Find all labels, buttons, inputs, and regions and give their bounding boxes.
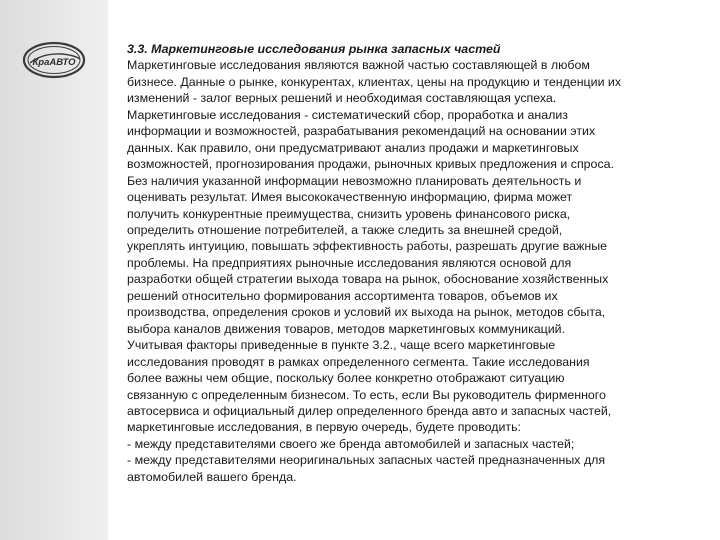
text-line: выбора каналов движения товаров, методов маркетинговых коммуникаций. [127,321,566,336]
text-line: более важны чем общие, поскольку более конкретно отображают ситуацию [127,371,565,386]
text-line: связанную с определенным бизнесом. То есть, если Вы руководитель фирменного [127,387,606,402]
text-line: оценивать результат. Имея высококачественную информацию, фирма может [127,190,573,205]
text-line: Маркетинговые исследования - систематический сбор, проработка и анализ [127,107,568,122]
text-line: - между представителями своего же бренда автомобилей и запасных частей; [127,436,575,451]
text-line: возможностей, прогнозирования продажи, рыночных кривых предложения и спроса. [127,157,614,172]
text-line: информации и возможностей, разрабатывания рекомендаций на основании этих [127,124,596,139]
logo-text: КраАВТО [32,57,76,68]
text-line: Маркетинговые исследования являются важной частью составляющей в любом [127,58,590,73]
section-heading: 3.3. Маркетинговые исследования рынка запасных частей [127,42,501,56]
text-line: определить отношение потребителей, а также следить за внешней средой, [127,222,563,237]
text-line: Без наличия указанной информации невозможно планировать деятельность и [127,173,582,188]
left-side-band [0,0,108,540]
text-line: данных. Как правило, они предусматривают анализ продажи и маркетинговых [127,140,579,155]
text-line: решений относительно формирования ассортимента товаров, объемов их [127,288,558,303]
text-line: изменений - залог верных решений и необходимая составляющая успеха. [127,91,557,106]
text-line: Учитывая факторы приведенные в пункте 3.2., чаще всего маркетинговые [127,338,556,353]
document-body [127,41,702,485]
text-line: - между представителями неоригинальных запасных частей предназначенных для [127,453,606,468]
text-line: получить конкурентные преимущества, снизить уровень финансового риска, [127,206,571,221]
text-line: производства, определения сроков и условий их выхода на рынок, методов сбыта, [127,305,606,320]
text-line: автомобилей вашего бренда. [127,469,297,484]
text-line: автосервиса и официальный дилер определенного бренда авто и запасных частей, [127,403,612,418]
text-line: проблемы. На предприятиях рыночные исследования являются основой для [127,255,572,270]
text-line: бизнесе. Данные о рынке, конкурентах, клиентах, цены на продукцию и тенденции их [127,74,622,89]
text-line: разработки общей стратегии выхода товара на рынок, обоснование хозяйственных [127,272,609,287]
company-logo [22,41,86,79]
text-line: исследования проводят в рамках определенного сегмента. Такие исследования [127,354,590,369]
text-line: укреплять интуицию, повышать эффективность работы, разрешать другие важные [127,239,607,254]
text-line: маркетинговые исследования, в первую очередь, будете проводить: [127,420,521,435]
